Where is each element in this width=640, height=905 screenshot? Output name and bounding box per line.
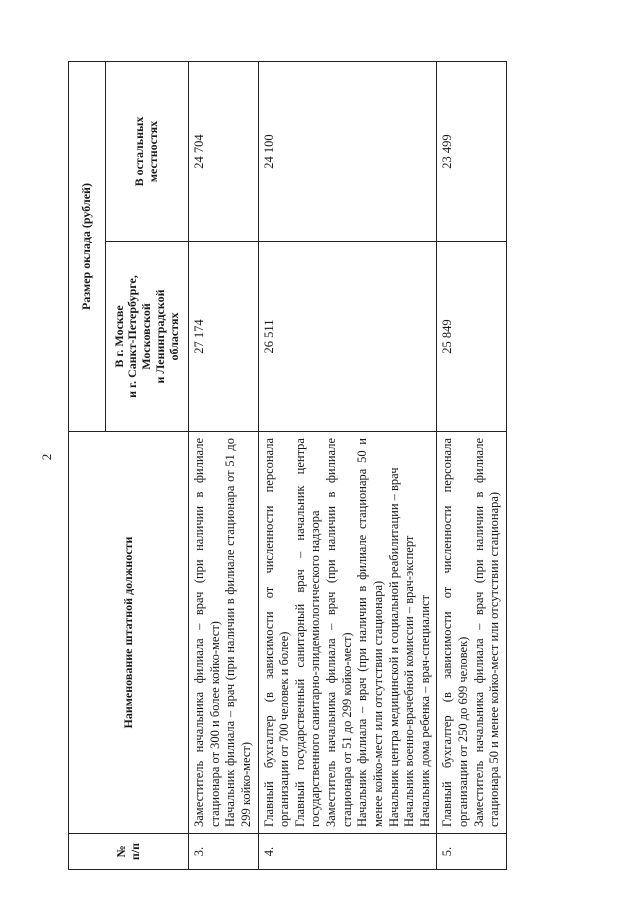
position-names-cell <box>437 432 507 834</box>
position-name: Заместитель начальника филиала – врач (при наличии в филиале стационара от 51 до 299 койко-мест) <box>324 438 354 827</box>
position-name: Главный государственный санитарный врач – начальник центра государственного санитарно-эпидемиологического надзора <box>292 438 323 827</box>
header-number-text: № п/п <box>113 842 142 861</box>
salary-table <box>68 61 507 870</box>
position-name: Главный бухгалтер (в зависимости от численности персонала организации от 250 до 699 человек) <box>440 438 470 827</box>
position-name: Главный бухгалтер (в зависимости от численности персонала организации от 700 человек и более) <box>261 438 292 827</box>
header-other-text: В остальных местностях <box>132 116 160 187</box>
position-name: Начальник филиала – врач (при наличии в филиале стационара 50 и менее койко-мест или отсутствии стационара) <box>355 438 385 827</box>
table-body <box>189 62 507 870</box>
position-name: Начальник военно-врачебной комиссии – врач-эксперт <box>402 535 417 827</box>
position-name: Начальник центра медицинской и социальной реабилитации – врач <box>386 467 401 827</box>
header-salary-group: Размер оклада (рублей) <box>69 62 106 432</box>
position-name: Заместитель начальника филиала – врач (при наличии в филиале стационара 50 и менее койко-мест или отсутствии стационара) <box>471 438 502 827</box>
header-other <box>106 62 189 242</box>
salary-other-value: 24 100 <box>258 62 437 242</box>
table-row <box>437 62 507 870</box>
row-number: 4. <box>258 834 437 870</box>
position-names-cell <box>189 432 259 834</box>
salary-moscow-value: 26 511 <box>258 242 437 432</box>
position-name: Начальник дома ребенка – врач-специалист <box>417 595 432 827</box>
position-name: Заместитель начальника филиала – врач (при наличии в филиале стационара от 300 и более койко-мест) <box>192 438 222 827</box>
header-position-name: Наименование штатной должности <box>69 432 189 834</box>
salary-moscow-value: 27 174 <box>189 242 259 432</box>
row-number: 3. <box>189 834 259 870</box>
table-row <box>258 62 437 870</box>
salary-other-value: 23 499 <box>437 62 507 242</box>
position-names-cell <box>258 432 437 834</box>
salary-other-value: 24 704 <box>189 62 259 242</box>
salary-moscow-value: 25 849 <box>437 242 507 432</box>
row-number: 5. <box>437 834 507 870</box>
salary-table-container <box>68 62 588 870</box>
table-row <box>189 62 259 870</box>
header-moscow <box>106 242 189 432</box>
page-number: 2 <box>39 453 54 461</box>
position-name: Начальник филиала – врач (при наличии в филиале стационара от 51 до 299 койко-мест) <box>223 438 253 827</box>
header-number <box>69 834 189 870</box>
header-moscow-text: В г. Москве и г. Санкт-Петербурге, Московской и Ленинградской областях <box>111 275 181 398</box>
